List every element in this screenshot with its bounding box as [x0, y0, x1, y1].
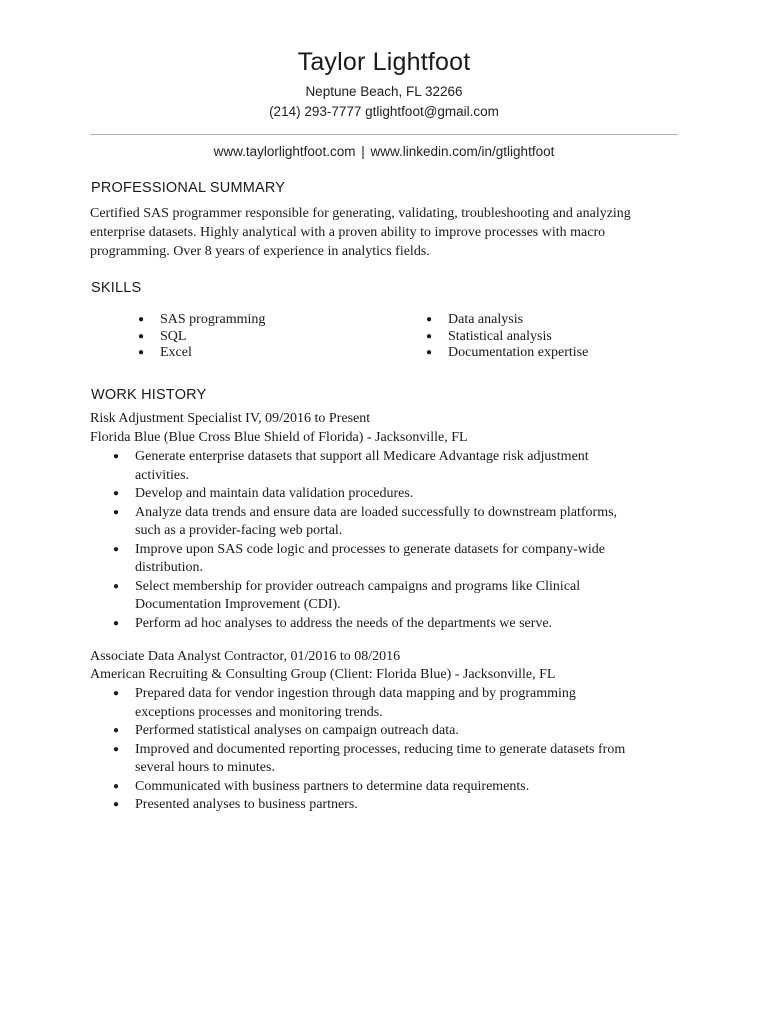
- bullet-icon: ●: [113, 580, 120, 592]
- header-divider: [90, 134, 678, 135]
- links-line: [0, 144, 768, 159]
- duty-item: ● Develop and maintain data validation procedures.: [113, 485, 683, 504]
- bullet-icon: ●: [138, 347, 145, 358]
- summary-line: enterprise datasets. Highly analytical with a proven ability to improve processes with macro: [90, 225, 606, 240]
- website-link[interactable]: www.taylorlightfoot.com: [213, 144, 356, 159]
- job-company: Florida Blue (Blue Cross Blue Shield of Florida) - Jacksonville, FL: [90, 430, 468, 445]
- bullet-icon: ●: [426, 347, 433, 358]
- summary-line: Certified SAS programmer responsible for generating, validating, troubleshooting and analyzing: [90, 206, 631, 221]
- job-company: American Recruiting & Consulting Group (Client: Florida Blue) - Jacksonville, FL: [90, 667, 556, 682]
- duty-item: ● Perform ad hoc analyses to address the needs of the departments we serve.: [113, 615, 683, 634]
- duty-item: ● Prepared data for vendor ingestion through data mapping and by programming exceptions processes and monitoring trends.: [113, 686, 576, 720]
- summary-heading: PROFESSIONAL SUMMARY: [91, 180, 286, 196]
- duty-item: ● Analyze data trends and ensure data are loaded successfully to downstream platforms, such as a provider-facing web portal.: [113, 504, 618, 538]
- bullet-icon: ●: [113, 780, 120, 792]
- skill-item: ● Excel: [138, 345, 192, 360]
- summary-text: [90, 204, 690, 261]
- skill-item: ● Data analysis: [426, 312, 524, 327]
- job-duties-list: [113, 448, 683, 633]
- candidate-name: Taylor Lightfoot: [297, 48, 471, 76]
- skill-item: ● SQL: [138, 328, 187, 344]
- bullet-icon: ●: [113, 506, 120, 518]
- bullet-icon: ●: [113, 543, 120, 555]
- bullet-icon: ●: [426, 330, 433, 342]
- duty-item: ● Presented analyses to business partners.: [113, 796, 683, 815]
- email-address[interactable]: gtlightfoot@gmail.com: [365, 104, 499, 119]
- work-history-heading: WORK HISTORY: [91, 387, 207, 403]
- job-title: Associate Data Analyst Contractor, 01/2016 to 08/2016: [90, 649, 401, 664]
- bullet-icon: ●: [426, 314, 433, 325]
- bullet-icon: ●: [138, 330, 145, 342]
- bullet-icon: ●: [113, 451, 120, 462]
- bullet-icon: ●: [113, 688, 120, 699]
- job-duties-list: [113, 685, 683, 815]
- bullet-icon: ●: [113, 488, 120, 499]
- skill-item: ● SAS programming: [138, 312, 266, 327]
- bullet-icon: ●: [113, 799, 120, 810]
- phone-number: (214) 293-7777: [269, 104, 362, 119]
- summary-line: programming. Over 8 years of experience in analytics fields.: [90, 244, 430, 259]
- skill-item: ● Documentation expertise: [426, 345, 589, 360]
- duty-item: ● Improved and documented reporting processes, reducing time to generate datasets from several hours to minutes.: [113, 741, 626, 775]
- bullet-icon: ●: [113, 743, 120, 755]
- linkedin-link[interactable]: www.linkedin.com/in/gtlightfoot: [370, 144, 555, 159]
- duty-item: ● Performed statistical analyses on campaign outreach data.: [113, 722, 683, 741]
- bullet-icon: ●: [138, 314, 145, 325]
- candidate-address: Neptune Beach, FL 32266: [305, 84, 463, 99]
- skills-heading: SKILLS: [91, 280, 142, 296]
- skill-item: ● Statistical analysis: [426, 328, 552, 344]
- skills-list-right: [426, 312, 588, 362]
- duty-item: ● Improve upon SAS code logic and processes to generate datasets for company-wide distribution.: [113, 541, 606, 575]
- link-separator: |: [361, 144, 365, 159]
- bullet-icon: ●: [113, 725, 120, 736]
- duty-item: ● Generate enterprise datasets that support all Medicare Advantage risk adjustment activities.: [113, 449, 589, 483]
- bullet-icon: ●: [113, 617, 120, 629]
- job-title: Risk Adjustment Specialist IV, 09/2016 to Present: [90, 411, 371, 426]
- duty-item: ● Communicated with business partners to determine data requirements.: [113, 778, 683, 797]
- contact-line: [0, 104, 768, 119]
- skills-list-left: [138, 312, 265, 362]
- duty-item: ● Select membership for provider outreach campaigns and programs like Clinical Documentation Improvement (CDI).: [113, 578, 581, 612]
